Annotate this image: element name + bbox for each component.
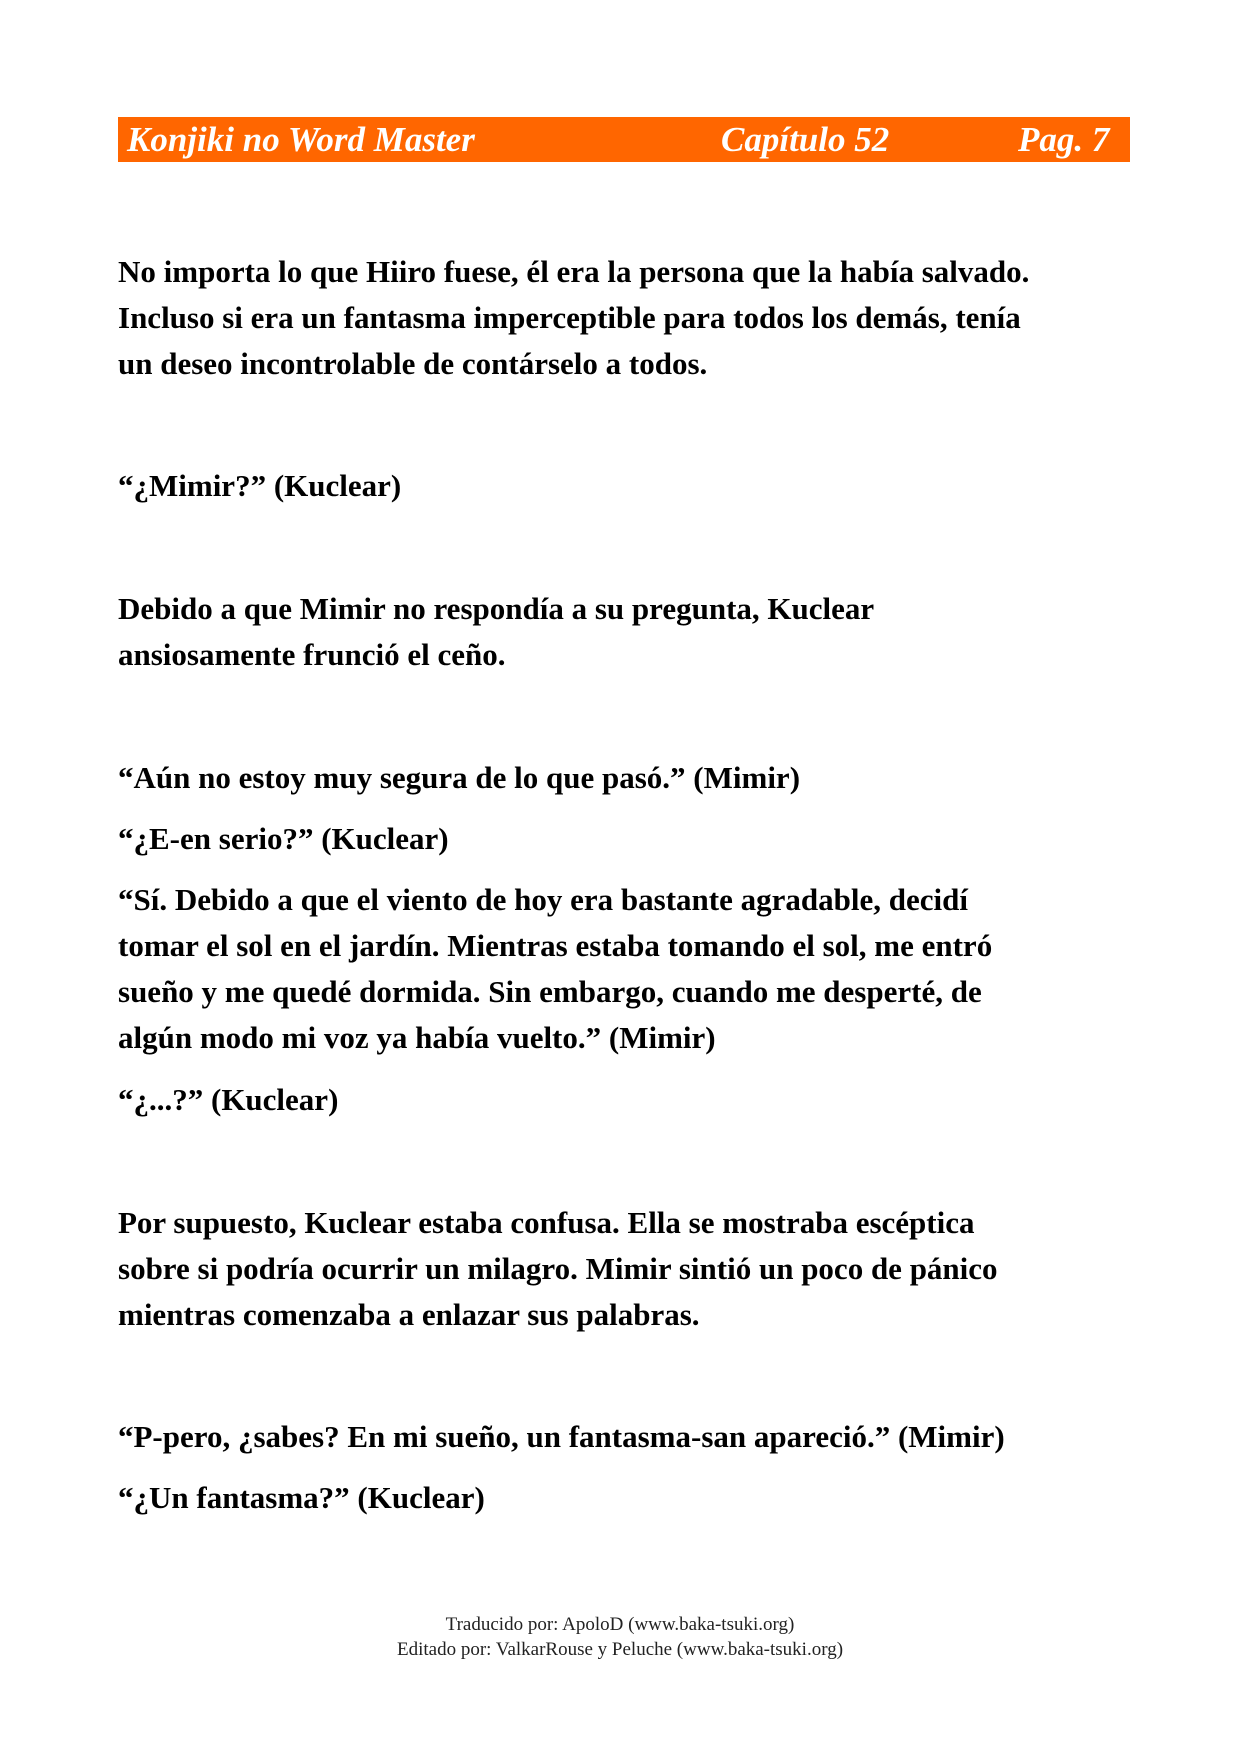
text-line: “Aún no estoy muy segura de lo que pasó.” (Mimir) xyxy=(118,760,801,795)
dialogue-line-1 xyxy=(118,463,1128,509)
chapter-label: Capítulo 52 xyxy=(721,120,890,159)
text-line: tomar el sol en el jardín. Mientras estaba tomando el sol, me entró xyxy=(118,928,993,963)
text-line: un deseo incontrolable de contárselo a todos. xyxy=(118,346,708,381)
text-line: “¿...?” (Kuclear) xyxy=(118,1082,339,1117)
text-line: “P-pero, ¿sabes? En mi sueño, un fantasma-san apareció.” (Mimir) xyxy=(118,1419,1005,1454)
dialogue-line-2 xyxy=(118,755,1128,801)
paragraph-2 xyxy=(118,586,1128,678)
text-line: Debido a que Mimir no respondía a su pregunta, Kuclear xyxy=(118,591,875,626)
dialogue-paragraph xyxy=(118,877,1128,1061)
page-footer xyxy=(0,1612,1240,1662)
text-line: mientras comenzaba a enlazar sus palabras. xyxy=(118,1297,700,1332)
dialogue-line-6 xyxy=(118,1475,1128,1521)
text-line: sueño y me quedé dormida. Sin embargo, cuando me desperté, de xyxy=(118,974,982,1009)
text-line: Por supuesto, Kuclear estaba confusa. Ella se mostraba escéptica xyxy=(118,1205,975,1240)
paragraph-1 xyxy=(118,249,1128,387)
dialogue-line-4 xyxy=(118,1077,1128,1123)
text-line: algún modo mi voz ya había vuelto.” (Mimir) xyxy=(118,1020,716,1055)
text-line: “Sí. Debido a que el viento de hoy era bastante agradable, decidí xyxy=(118,882,968,917)
page-header xyxy=(118,117,1130,162)
dialogue-line-5 xyxy=(118,1414,1128,1460)
page-number: Pag. 7 xyxy=(1018,120,1110,159)
text-line: “¿E-en serio?” (Kuclear) xyxy=(118,821,449,856)
translator-credit: Traducido por: ApoloD (www.baka-tsuki.org) xyxy=(445,1614,795,1635)
paragraph-3 xyxy=(118,1200,1128,1338)
text-line: ansiosamente frunció el ceño. xyxy=(118,637,506,672)
novel-title: Konjiki no Word Master xyxy=(127,120,475,159)
editor-credit: Editado por: ValkarRouse y Peluche (www.baka-tsuki.org) xyxy=(396,1639,844,1660)
text-line: “¿Un fantasma?” (Kuclear) xyxy=(118,1480,485,1515)
text-line: sobre si podría ocurrir un milagro. Mimir sintió un poco de pánico xyxy=(118,1251,998,1286)
text-line: Incluso si era un fantasma imperceptible para todos los demás, tenía xyxy=(118,300,1021,335)
text-line: “¿Mimir?” (Kuclear) xyxy=(118,468,402,503)
dialogue-line-3 xyxy=(118,816,1128,862)
text-line: No importa lo que Hiiro fuese, él era la persona que la había salvado. xyxy=(118,254,1030,289)
